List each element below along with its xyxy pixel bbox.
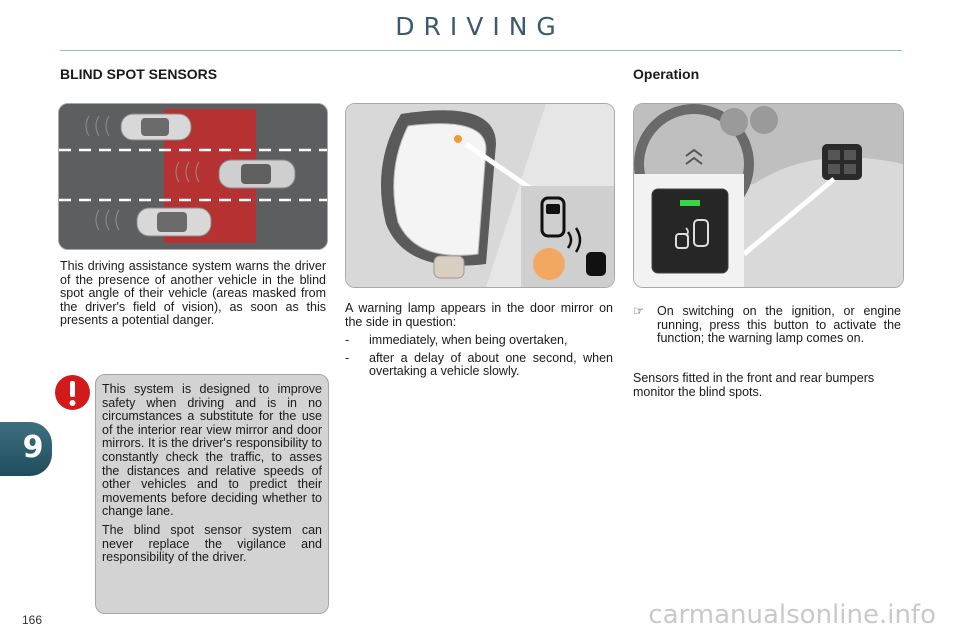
intro-paragraph: This driving assistance system warns the driver of the presence of another vehicle in the blind spot angle of their vehicle (areas masked from the driver's field of vision), as soon as this presents a potential danger. xyxy=(60,259,326,328)
warning-paragraph-2: The blind spot sensor system can never replace the vigilance and responsibility of the driver. xyxy=(102,522,322,565)
list-marker: - xyxy=(345,350,350,365)
page-title: DRIVING xyxy=(395,12,565,41)
mirror-intro: A warning lamp appears in the door mirror on the side in question: xyxy=(345,301,613,329)
operation-step-text: On switching on the ignition, or engine running, press this button to activate the function; the warning lamp comes on. xyxy=(657,304,901,346)
dashboard-button-illustration xyxy=(633,103,904,288)
road-diagram xyxy=(59,104,327,249)
list-item xyxy=(345,352,613,379)
list-marker: - xyxy=(345,333,350,348)
door-mirror-illustration xyxy=(345,103,615,288)
mirror-diagram xyxy=(346,104,614,287)
list-item-text: after a delay of about one second, when overtaking a vehicle slowly. xyxy=(369,350,613,379)
warning-paragraph-1: This system is designed to improve safety when driving and is in no circumstances a substitute for the use of the interior rear view mirror and door mirrors. It is the driver's responsibility to constantly check the traffic, to asses the distances and relative speeds of other vehicles and to predict their movements before deciding whether to change lane. xyxy=(102,382,322,519)
title-divider xyxy=(60,50,902,51)
chapter-number: 9 xyxy=(22,430,44,465)
page-number: 166 xyxy=(22,613,43,627)
blind-spot-road-illustration xyxy=(58,103,328,250)
car-bottom xyxy=(137,208,211,236)
pointing-hand-icon: ☞ xyxy=(633,304,645,318)
section-heading: BLIND SPOT SENSORS xyxy=(60,66,218,82)
warning-lamp-glow xyxy=(533,248,565,280)
dashboard-diagram xyxy=(634,104,903,287)
watermark: carmanualsonline.info xyxy=(648,600,936,630)
exclamation-warning-icon xyxy=(55,375,90,410)
warning-text xyxy=(102,383,322,565)
car-top xyxy=(121,114,191,140)
list-item xyxy=(345,334,613,348)
operation-step xyxy=(633,305,901,346)
sensor-note: Sensors fitted in the front and rear bumpers monitor the blind spots. xyxy=(633,371,875,399)
mirror-description xyxy=(345,302,613,379)
operation-heading: Operation xyxy=(633,66,700,82)
car-middle xyxy=(219,160,295,188)
mirror-list xyxy=(345,334,613,379)
list-item-text: immediately, when being overtaken, xyxy=(369,333,568,348)
green-indicator-lamp xyxy=(680,200,700,206)
